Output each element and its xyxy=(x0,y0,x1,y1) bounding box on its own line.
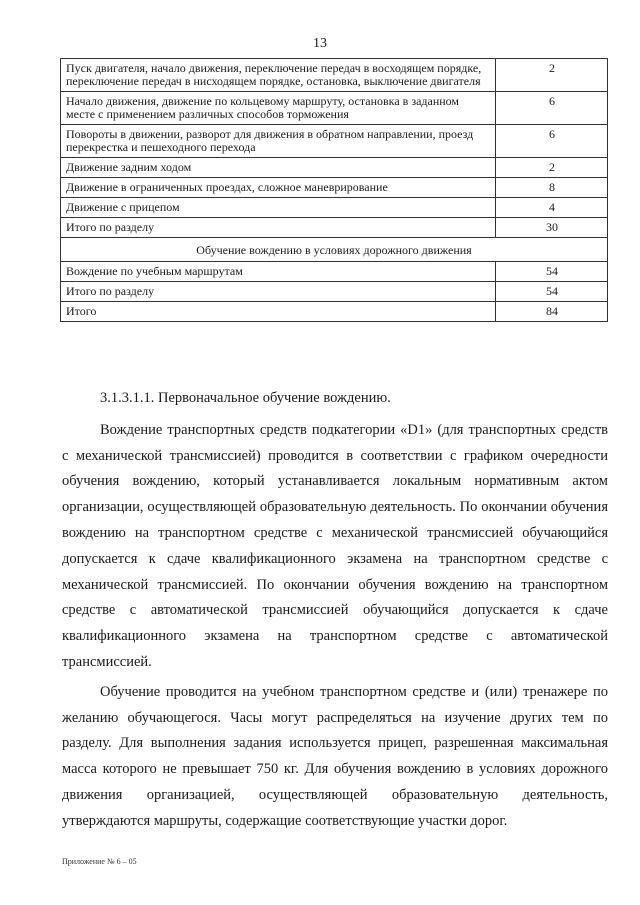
table-row xyxy=(61,302,608,322)
table-row xyxy=(61,125,608,158)
table-row xyxy=(61,158,608,178)
hours-cell: 8 xyxy=(496,178,608,198)
topic-cell: Вождение по учебным маршрутам xyxy=(61,262,496,282)
topic-cell: Пуск двигателя, начало движения, переключение передач в восходящем порядке, переключение передач в нисходящем порядке, остановка, выключение двигателя xyxy=(61,59,496,92)
hours-cell: 4 xyxy=(496,198,608,218)
body-text xyxy=(62,386,608,835)
hours-cell: 54 xyxy=(496,282,608,302)
topic-cell: Начало движения, движение по кольцевому маршруту, остановка в заданном месте с применением различных способов торможения xyxy=(61,92,496,125)
hours-table-body xyxy=(61,59,608,322)
hours-cell: 84 xyxy=(496,302,608,322)
topic-cell: Движение с прицепом xyxy=(61,198,496,218)
footer-appendix: Приложение № 6 – 05 xyxy=(62,857,137,866)
table-row xyxy=(61,92,608,125)
table-row xyxy=(61,262,608,282)
topic-cell: Движение в ограниченных проездах, сложное маневрирование xyxy=(61,178,496,198)
hours-cell: 2 xyxy=(496,59,608,92)
table-row xyxy=(61,178,608,198)
topic-cell: Движение задним ходом xyxy=(61,158,496,178)
table-row xyxy=(61,198,608,218)
table-section-row xyxy=(61,238,608,262)
hours-cell: 6 xyxy=(496,125,608,158)
topic-cell: Итого по разделу xyxy=(61,282,496,302)
table-row xyxy=(61,218,608,238)
topic-cell: Итого по разделу xyxy=(61,218,496,238)
hours-cell: 6 xyxy=(496,92,608,125)
table-row xyxy=(61,282,608,302)
hours-table xyxy=(60,58,608,322)
hours-cell: 2 xyxy=(496,158,608,178)
topic-cell: Повороты в движении, разворот для движения в обратном направлении, проезд перекрестка и пешеходного перехода xyxy=(61,125,496,158)
subheading: 3.1.3.1.1. Первоначальное обучение вождению. xyxy=(100,390,391,406)
section-title: Обучение вождению в условиях дорожного движения xyxy=(61,238,608,262)
page-number: 13 xyxy=(313,36,327,51)
hours-cell: 54 xyxy=(496,262,608,282)
paragraph-training-conditions: Обучение проводится на учебном транспортном средстве и (или) тренажере по желанию обучающегося. Часы могут распределяться на изучение других тем по разделу. Для выполнения задания используется прицеп, разрешенная максимальная масса которого не превышает 750 кг. Для обучения вождению в условиях дорожного движения организацией, осуществляющей образовательную деятельность, утверждаются маршруты, содержащие соответствующие участки дорог. xyxy=(62,683,608,829)
table-row xyxy=(61,59,608,92)
hours-cell: 30 xyxy=(496,218,608,238)
paragraph-driving-schedule: Вождение транспортных средств подкатегории «D1» (для транспортных средств с механической трансмиссией) проводится в соответствии с графиком очередности обучения вождению, который устанавливается локальным нормативным актом организации, осуществляющей образовательную деятельность. По окончании обучения вождению на транспортном средстве с механической трансмиссией обучающийся допускается к сдаче квалификационного экзамена на транспортном средстве с механической трансмиссией. По окончании обучения вождению на транспортном средстве с автоматической трансмиссией обучающийся допускается к сдаче квалификационного экзамена на транспортном средстве с автоматической трансмиссией. xyxy=(62,421,608,670)
topic-cell: Итого xyxy=(61,302,496,322)
